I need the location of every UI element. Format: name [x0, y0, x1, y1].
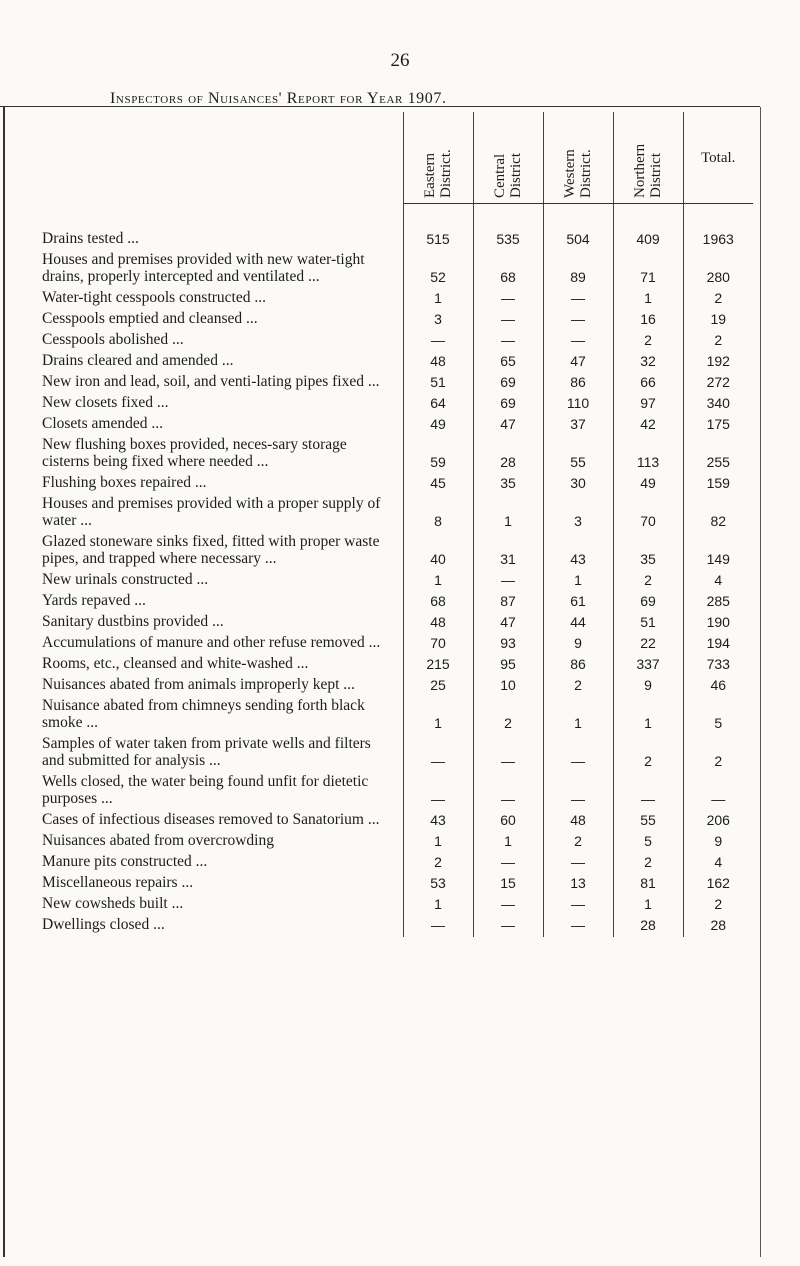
cell-northern: 2 — [613, 853, 683, 874]
cell-western: 2 — [543, 676, 613, 697]
cell-eastern: 48 — [403, 613, 473, 634]
title-rule — [0, 106, 760, 107]
cell-northern: 113 — [613, 436, 683, 474]
cell-western: 504 — [543, 204, 613, 251]
row-label: Flushing boxes repaired ... — [42, 473, 207, 491]
cell-eastern: 1 — [403, 832, 473, 853]
cell-total: 2 — [683, 895, 753, 916]
table-row — [42, 811, 753, 832]
row-label: Dwellings closed ... — [42, 915, 165, 933]
table-row — [42, 916, 753, 937]
cell-central: 60 — [473, 811, 543, 832]
label-column-header — [42, 112, 403, 204]
cell-total: 272 — [683, 373, 753, 394]
cell-central: — — [473, 853, 543, 874]
cell-central: 35 — [473, 474, 543, 495]
cell-northern: 1 — [613, 289, 683, 310]
table-row — [42, 352, 753, 373]
cell-western: 3 — [543, 495, 613, 533]
cell-central: 535 — [473, 204, 543, 251]
cell-eastern: — — [403, 331, 473, 352]
cell-western: 47 — [543, 352, 613, 373]
cell-northern: 55 — [613, 811, 683, 832]
column-header-total: Total. — [683, 112, 753, 204]
row-label: Nuisance abated from chimneys sending forth black smoke ... — [42, 696, 365, 731]
cell-western: 30 — [543, 474, 613, 495]
column-header-western: Western District. — [543, 112, 613, 204]
row-label: Cesspools abolished ... — [42, 330, 184, 348]
cell-total: 190 — [683, 613, 753, 634]
cell-central: — — [473, 916, 543, 937]
row-label: Nuisances abated from overcrowding — [42, 831, 274, 849]
cell-northern: 42 — [613, 415, 683, 436]
cell-northern: 1 — [613, 697, 683, 735]
cell-total: 280 — [683, 251, 753, 289]
table-row — [42, 773, 753, 811]
cell-total: 4 — [683, 571, 753, 592]
cell-northern: 97 — [613, 394, 683, 415]
row-label: Nuisances abated from animals improperly kept ... — [42, 675, 355, 693]
cell-eastern: 45 — [403, 474, 473, 495]
row-label: New cowsheds built ... — [42, 894, 184, 912]
cell-total: 2 — [683, 289, 753, 310]
cell-western: — — [543, 895, 613, 916]
cell-total: 175 — [683, 415, 753, 436]
cell-central: 31 — [473, 533, 543, 571]
cell-central: — — [473, 735, 543, 773]
cell-total: 149 — [683, 533, 753, 571]
table-row — [42, 697, 753, 735]
cell-eastern: 51 — [403, 373, 473, 394]
table-row — [42, 533, 753, 571]
cell-northern: 2 — [613, 735, 683, 773]
cell-northern: 1 — [613, 895, 683, 916]
cell-northern: 16 — [613, 310, 683, 331]
cell-total: 9 — [683, 832, 753, 853]
cell-western: — — [543, 310, 613, 331]
row-label: Glazed stoneware sinks fixed, fitted with proper waste pipes, and trapped where necessary ... — [42, 532, 380, 567]
cell-northern: 28 — [613, 916, 683, 937]
cell-central: 2 — [473, 697, 543, 735]
cell-eastern: 40 — [403, 533, 473, 571]
cell-central: — — [473, 331, 543, 352]
row-label: Drains cleared and amended ... — [42, 351, 234, 369]
cell-total: 46 — [683, 676, 753, 697]
cell-eastern: 43 — [403, 811, 473, 832]
cell-northern: 69 — [613, 592, 683, 613]
table-row — [42, 832, 753, 853]
cell-total: 159 — [683, 474, 753, 495]
report-title: Inspectors of Nuisances' Report for Year 1907. — [110, 90, 447, 107]
cell-eastern: 52 — [403, 251, 473, 289]
cell-central: — — [473, 895, 543, 916]
cell-eastern: 49 — [403, 415, 473, 436]
table-row — [42, 373, 753, 394]
cell-western: 1 — [543, 571, 613, 592]
cell-eastern: 8 — [403, 495, 473, 533]
cell-northern: 9 — [613, 676, 683, 697]
row-label: Manure pits constructed ... — [42, 852, 208, 870]
table-row — [42, 634, 753, 655]
column-header-central: Central District — [473, 112, 543, 204]
row-label: Houses and premises provided with a proper supply of water ... — [42, 494, 381, 529]
cell-western: 1 — [543, 697, 613, 735]
cell-central: 15 — [473, 874, 543, 895]
cell-western: 86 — [543, 373, 613, 394]
cell-total: 4 — [683, 853, 753, 874]
table-body — [42, 204, 753, 937]
row-label: New urinals constructed ... — [42, 570, 209, 588]
column-header-eastern: Eastern District. — [403, 112, 473, 204]
row-label: Sanitary dustbins provided ... — [42, 612, 224, 630]
table-row — [42, 495, 753, 533]
row-label: Houses and premises provided with new water-tight drains, properly intercepted and ventilated ... — [42, 250, 365, 285]
cell-central: — — [473, 289, 543, 310]
cell-northern: 337 — [613, 655, 683, 676]
header-row — [42, 112, 753, 204]
row-label: New closets fixed ... — [42, 393, 169, 411]
cell-western: — — [543, 916, 613, 937]
cell-western: 37 — [543, 415, 613, 436]
cell-total: 2 — [683, 331, 753, 352]
cell-central: 95 — [473, 655, 543, 676]
cell-eastern: 64 — [403, 394, 473, 415]
table-row — [42, 436, 753, 474]
cell-total: 192 — [683, 352, 753, 373]
table-row — [42, 895, 753, 916]
column-header-northern: Northern District — [613, 112, 683, 204]
cell-eastern: 2 — [403, 853, 473, 874]
row-label: Miscellaneous repairs ... — [42, 873, 194, 891]
cell-central: 69 — [473, 394, 543, 415]
page-number: 26 — [390, 50, 410, 71]
cell-northern: 35 — [613, 533, 683, 571]
cell-central: 47 — [473, 415, 543, 436]
cell-eastern: 1 — [403, 895, 473, 916]
cell-total: 1963 — [683, 204, 753, 251]
cell-western: 9 — [543, 634, 613, 655]
row-label: Cases of infectious diseases removed to Sanatorium ... — [42, 810, 380, 828]
table-row — [42, 394, 753, 415]
table-row — [42, 655, 753, 676]
table-row — [42, 571, 753, 592]
report-table — [42, 112, 753, 937]
cell-western: 55 — [543, 436, 613, 474]
cell-eastern: 215 — [403, 655, 473, 676]
cell-total: — — [683, 773, 753, 811]
table-row — [42, 874, 753, 895]
table-row — [42, 310, 753, 331]
cell-western: 43 — [543, 533, 613, 571]
cell-total: 194 — [683, 634, 753, 655]
table-row — [42, 331, 753, 352]
table-row — [42, 204, 753, 251]
cell-northern: 409 — [613, 204, 683, 251]
table-row — [42, 415, 753, 436]
cell-total: 5 — [683, 697, 753, 735]
row-label: Yards repaved ... — [42, 591, 146, 609]
cell-western: 2 — [543, 832, 613, 853]
cell-total: 82 — [683, 495, 753, 533]
cell-total: 2 — [683, 735, 753, 773]
cell-western: — — [543, 773, 613, 811]
row-label: Rooms, etc., cleansed and white-washed ... — [42, 654, 309, 672]
row-label: New flushing boxes provided, neces-sary storage cisterns being fixed where needed ... — [42, 435, 347, 470]
cell-eastern: 70 — [403, 634, 473, 655]
cell-eastern: — — [403, 735, 473, 773]
table-row — [42, 289, 753, 310]
cell-eastern: 25 — [403, 676, 473, 697]
cell-central: — — [473, 773, 543, 811]
table-row — [42, 474, 753, 495]
cell-total: 206 — [683, 811, 753, 832]
cell-total: 255 — [683, 436, 753, 474]
cell-northern: 22 — [613, 634, 683, 655]
cell-central: 47 — [473, 613, 543, 634]
cell-western: 44 — [543, 613, 613, 634]
cell-central: 69 — [473, 373, 543, 394]
cell-eastern: 48 — [403, 352, 473, 373]
cell-northern: 81 — [613, 874, 683, 895]
cell-eastern: 59 — [403, 436, 473, 474]
row-label: Samples of water taken from private wells and filters and submitted for analysis ... — [42, 734, 371, 769]
cell-eastern: 515 — [403, 204, 473, 251]
row-label: Accumulations of manure and other refuse removed ... — [42, 633, 381, 651]
cell-eastern: 68 — [403, 592, 473, 613]
cell-central: 1 — [473, 495, 543, 533]
cell-eastern: — — [403, 916, 473, 937]
table-row — [42, 676, 753, 697]
cell-eastern: — — [403, 773, 473, 811]
cell-western: 89 — [543, 251, 613, 289]
cell-northern: 51 — [613, 613, 683, 634]
cell-northern: 71 — [613, 251, 683, 289]
row-label: New iron and lead, soil, and venti-lating pipes fixed ... — [42, 372, 380, 390]
cell-western: — — [543, 853, 613, 874]
cell-central: 1 — [473, 832, 543, 853]
cell-western: 48 — [543, 811, 613, 832]
cell-eastern: 1 — [403, 697, 473, 735]
cell-central: 87 — [473, 592, 543, 613]
table-row — [42, 613, 753, 634]
cell-eastern: 1 — [403, 289, 473, 310]
cell-central: — — [473, 310, 543, 331]
cell-western: 110 — [543, 394, 613, 415]
cell-northern: 5 — [613, 832, 683, 853]
cell-total: 19 — [683, 310, 753, 331]
cell-total: 733 — [683, 655, 753, 676]
cell-northern: 2 — [613, 331, 683, 352]
row-label: Closets amended ... — [42, 414, 163, 432]
cell-central: 93 — [473, 634, 543, 655]
cell-northern: — — [613, 773, 683, 811]
row-label: Cesspools emptied and cleansed ... — [42, 309, 258, 327]
cell-northern: 66 — [613, 373, 683, 394]
cell-central: 68 — [473, 251, 543, 289]
cell-total: 285 — [683, 592, 753, 613]
cell-central: 65 — [473, 352, 543, 373]
frame-left-border — [3, 107, 5, 1257]
cell-total: 162 — [683, 874, 753, 895]
table-row — [42, 592, 753, 613]
cell-western: — — [543, 289, 613, 310]
cell-total: 28 — [683, 916, 753, 937]
table-row — [42, 251, 753, 289]
row-label: Water-tight cesspools constructed ... — [42, 288, 266, 306]
cell-northern: 49 — [613, 474, 683, 495]
cell-northern: 70 — [613, 495, 683, 533]
cell-western: 61 — [543, 592, 613, 613]
row-label: Drains tested ... — [42, 229, 139, 247]
cell-total: 340 — [683, 394, 753, 415]
frame-right-border — [760, 107, 761, 1257]
table-row — [42, 735, 753, 773]
table-row — [42, 853, 753, 874]
cell-eastern: 1 — [403, 571, 473, 592]
cell-central: 10 — [473, 676, 543, 697]
cell-western: — — [543, 331, 613, 352]
row-label: Wells closed, the water being found unfit for dietetic purposes ... — [42, 772, 369, 807]
cell-northern: 2 — [613, 571, 683, 592]
cell-central: — — [473, 571, 543, 592]
cell-eastern: 53 — [403, 874, 473, 895]
cell-western: 86 — [543, 655, 613, 676]
cell-northern: 32 — [613, 352, 683, 373]
cell-western: 13 — [543, 874, 613, 895]
cell-central: 28 — [473, 436, 543, 474]
cell-eastern: 3 — [403, 310, 473, 331]
cell-western: — — [543, 735, 613, 773]
